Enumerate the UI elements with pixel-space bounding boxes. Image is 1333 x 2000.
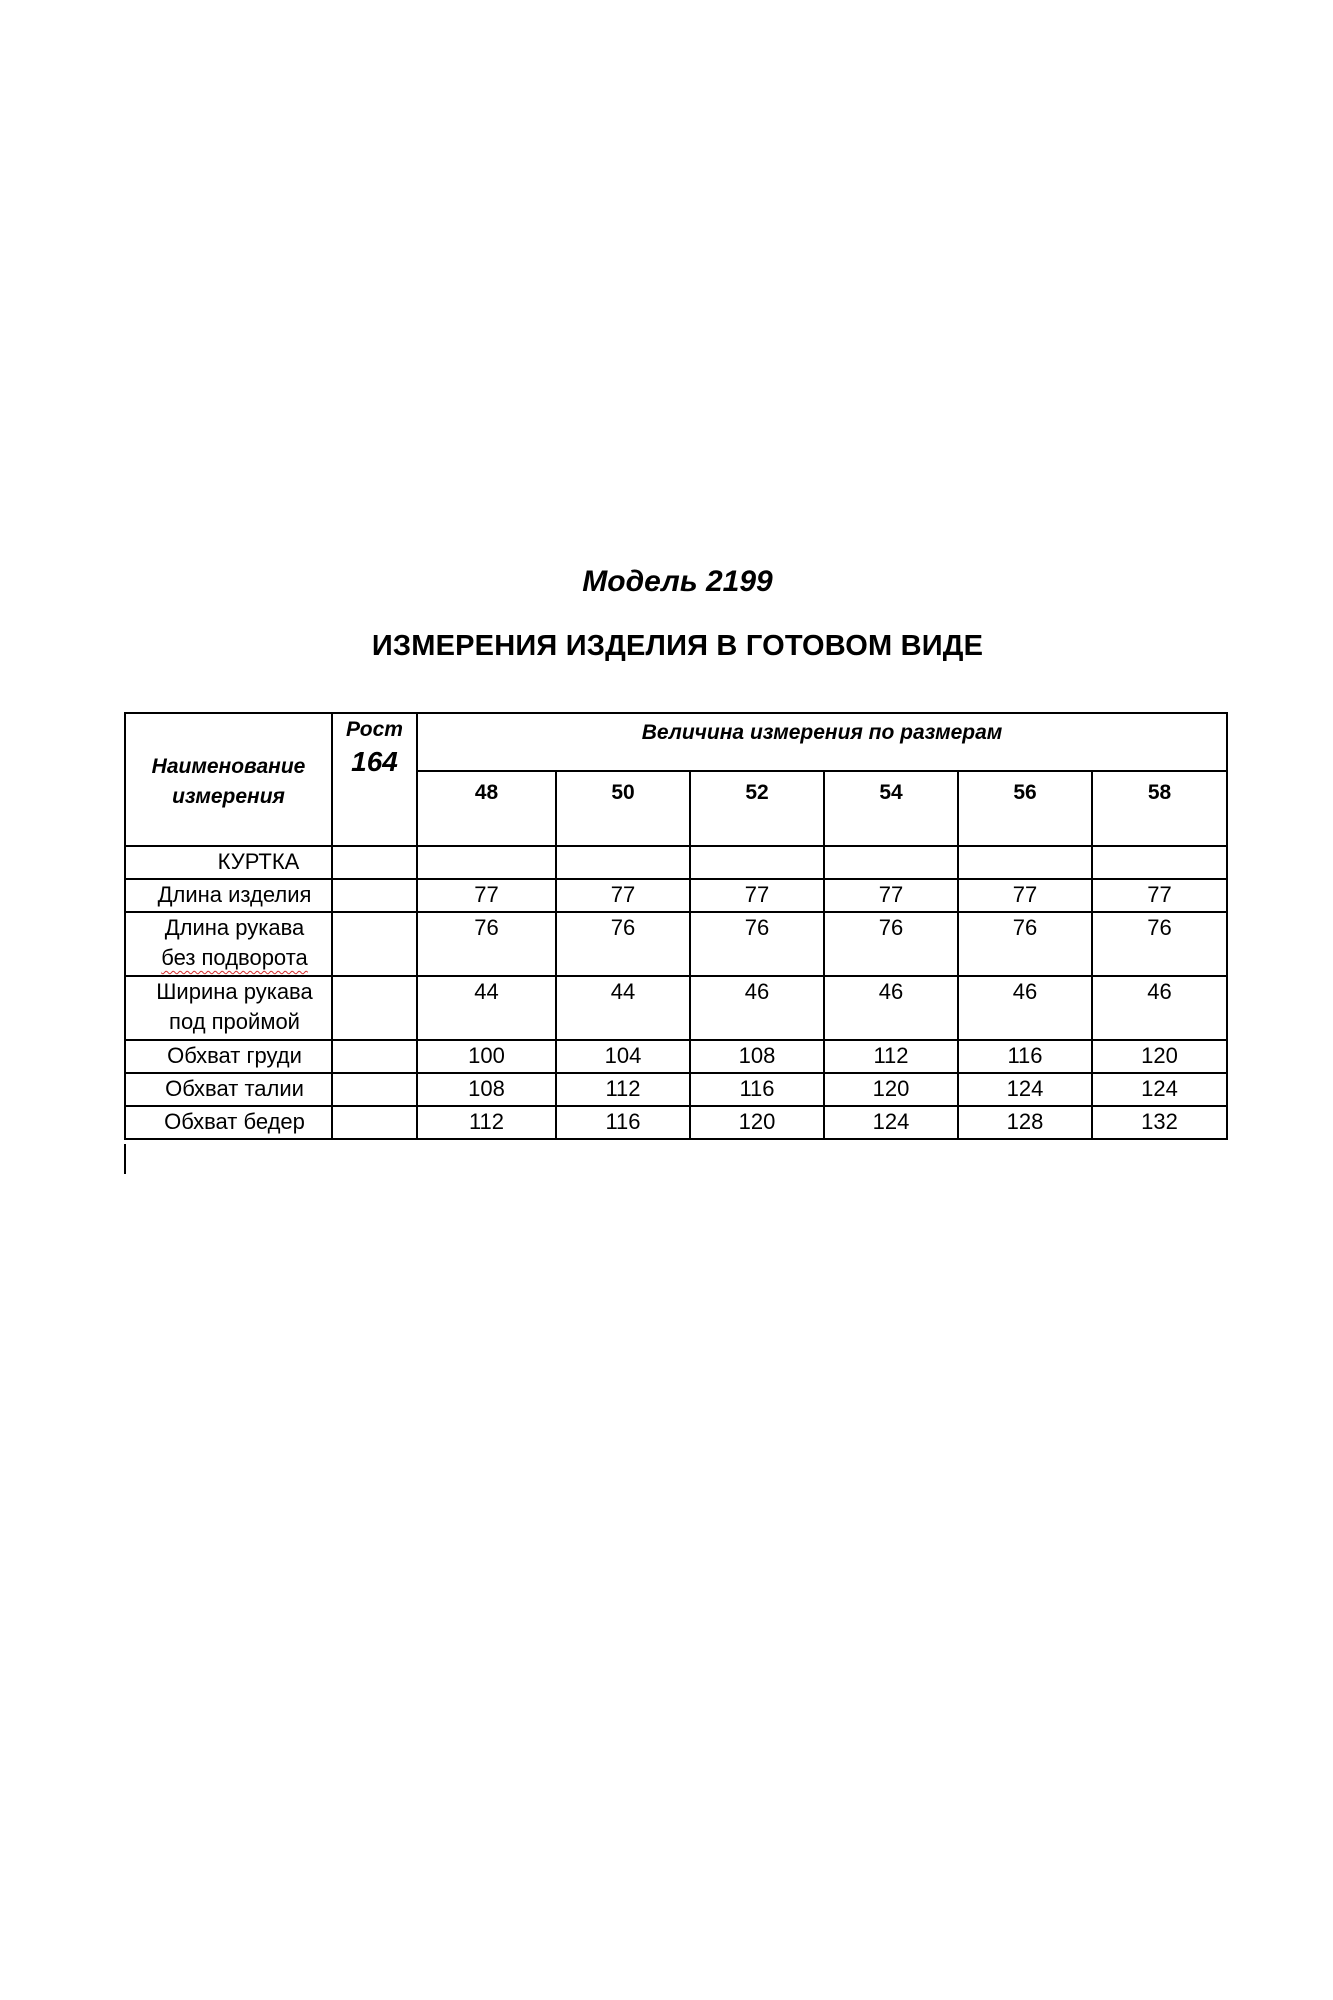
table-cell <box>332 1073 417 1106</box>
table-cell: 76 <box>417 912 556 976</box>
header-row-top <box>125 713 1227 771</box>
row-label: Длина изделия <box>125 879 332 912</box>
table-cell: 76 <box>690 912 824 976</box>
rost-label: Рост <box>346 718 403 741</box>
table-cell: 77 <box>690 879 824 912</box>
table-row <box>125 912 1227 976</box>
row-label: Обхват груди <box>125 1040 332 1073</box>
table-cell: 112 <box>556 1073 690 1106</box>
name-header-cell <box>125 713 332 846</box>
rost-header-cell <box>332 713 417 846</box>
section-row <box>125 846 1227 879</box>
row-label <box>125 976 332 1040</box>
model-title: Модель 2199 <box>582 565 773 598</box>
size-header: 56 <box>958 771 1092 846</box>
table-cell: 76 <box>824 912 958 976</box>
size-header: 50 <box>556 771 690 846</box>
name-header-line2: измерения <box>172 784 285 808</box>
table-cell: 104 <box>556 1040 690 1073</box>
table-cell: 46 <box>824 976 958 1040</box>
table-cell: 76 <box>1092 912 1227 976</box>
table-cell: 77 <box>556 879 690 912</box>
table-cell: 116 <box>958 1040 1092 1073</box>
table-cell: 108 <box>690 1040 824 1073</box>
table-cell: 77 <box>1092 879 1227 912</box>
table-cell: 116 <box>690 1073 824 1106</box>
table-cell <box>417 846 556 879</box>
table-cell <box>332 912 417 976</box>
table-cell <box>556 846 690 879</box>
table-cell: 120 <box>1092 1040 1227 1073</box>
size-header: 52 <box>690 771 824 846</box>
table-row <box>125 976 1227 1040</box>
table-cell <box>332 1040 417 1073</box>
table-cell: 112 <box>417 1106 556 1139</box>
table-cell <box>1092 846 1227 879</box>
document-heading: ИЗМЕРЕНИЯ ИЗДЕЛИЯ В ГОТОВОМ ВИДЕ <box>371 630 984 662</box>
row-label-line1: Длина рукава <box>164 915 305 940</box>
row-label-line2: без подворота <box>161 945 308 970</box>
rost-value: 164 <box>351 746 398 777</box>
size-header: 48 <box>417 771 556 846</box>
table-cell: 46 <box>690 976 824 1040</box>
table-cell: 46 <box>1092 976 1227 1040</box>
table-cell: 132 <box>1092 1106 1227 1139</box>
table-cell: 124 <box>958 1073 1092 1106</box>
table-cell: 77 <box>417 879 556 912</box>
name-header-line1: Наименование <box>151 754 306 778</box>
table-cell <box>332 879 417 912</box>
table-cell <box>824 846 958 879</box>
table-cell: 76 <box>556 912 690 976</box>
table-cell <box>958 846 1092 879</box>
table-cell: 120 <box>690 1106 824 1139</box>
table-cell: 100 <box>417 1040 556 1073</box>
table-cell: 44 <box>556 976 690 1040</box>
text-cursor <box>124 1144 126 1174</box>
row-label-line2: под проймой <box>169 1009 300 1034</box>
table-cell: 128 <box>958 1106 1092 1139</box>
size-header: 58 <box>1092 771 1227 846</box>
table-row <box>125 879 1227 912</box>
size-group-header: Величина измерения по размерам <box>417 713 1227 771</box>
table-row <box>125 1073 1227 1106</box>
size-header: 54 <box>824 771 958 846</box>
table-cell: 116 <box>556 1106 690 1139</box>
table-row <box>125 1106 1227 1139</box>
table-row <box>125 1040 1227 1073</box>
section-label: КУРТКА <box>125 846 332 879</box>
table-cell: 46 <box>958 976 1092 1040</box>
table-cell: 108 <box>417 1073 556 1106</box>
table-cell <box>332 976 417 1040</box>
table-cell: 77 <box>958 879 1092 912</box>
table-cell: 124 <box>824 1106 958 1139</box>
measurements-table <box>124 712 1228 1140</box>
table-cell <box>332 1106 417 1139</box>
table-cell: 120 <box>824 1073 958 1106</box>
row-label: Обхват бедер <box>125 1106 332 1139</box>
row-label <box>125 912 332 976</box>
table-cell: 124 <box>1092 1073 1227 1106</box>
table-cell <box>690 846 824 879</box>
table-cell: 44 <box>417 976 556 1040</box>
table-cell: 76 <box>958 912 1092 976</box>
row-label-line1: Ширина рукава <box>156 979 313 1004</box>
table-cell: 77 <box>824 879 958 912</box>
row-label: Обхват талии <box>125 1073 332 1106</box>
table-cell: 112 <box>824 1040 958 1073</box>
table-cell <box>332 846 417 879</box>
